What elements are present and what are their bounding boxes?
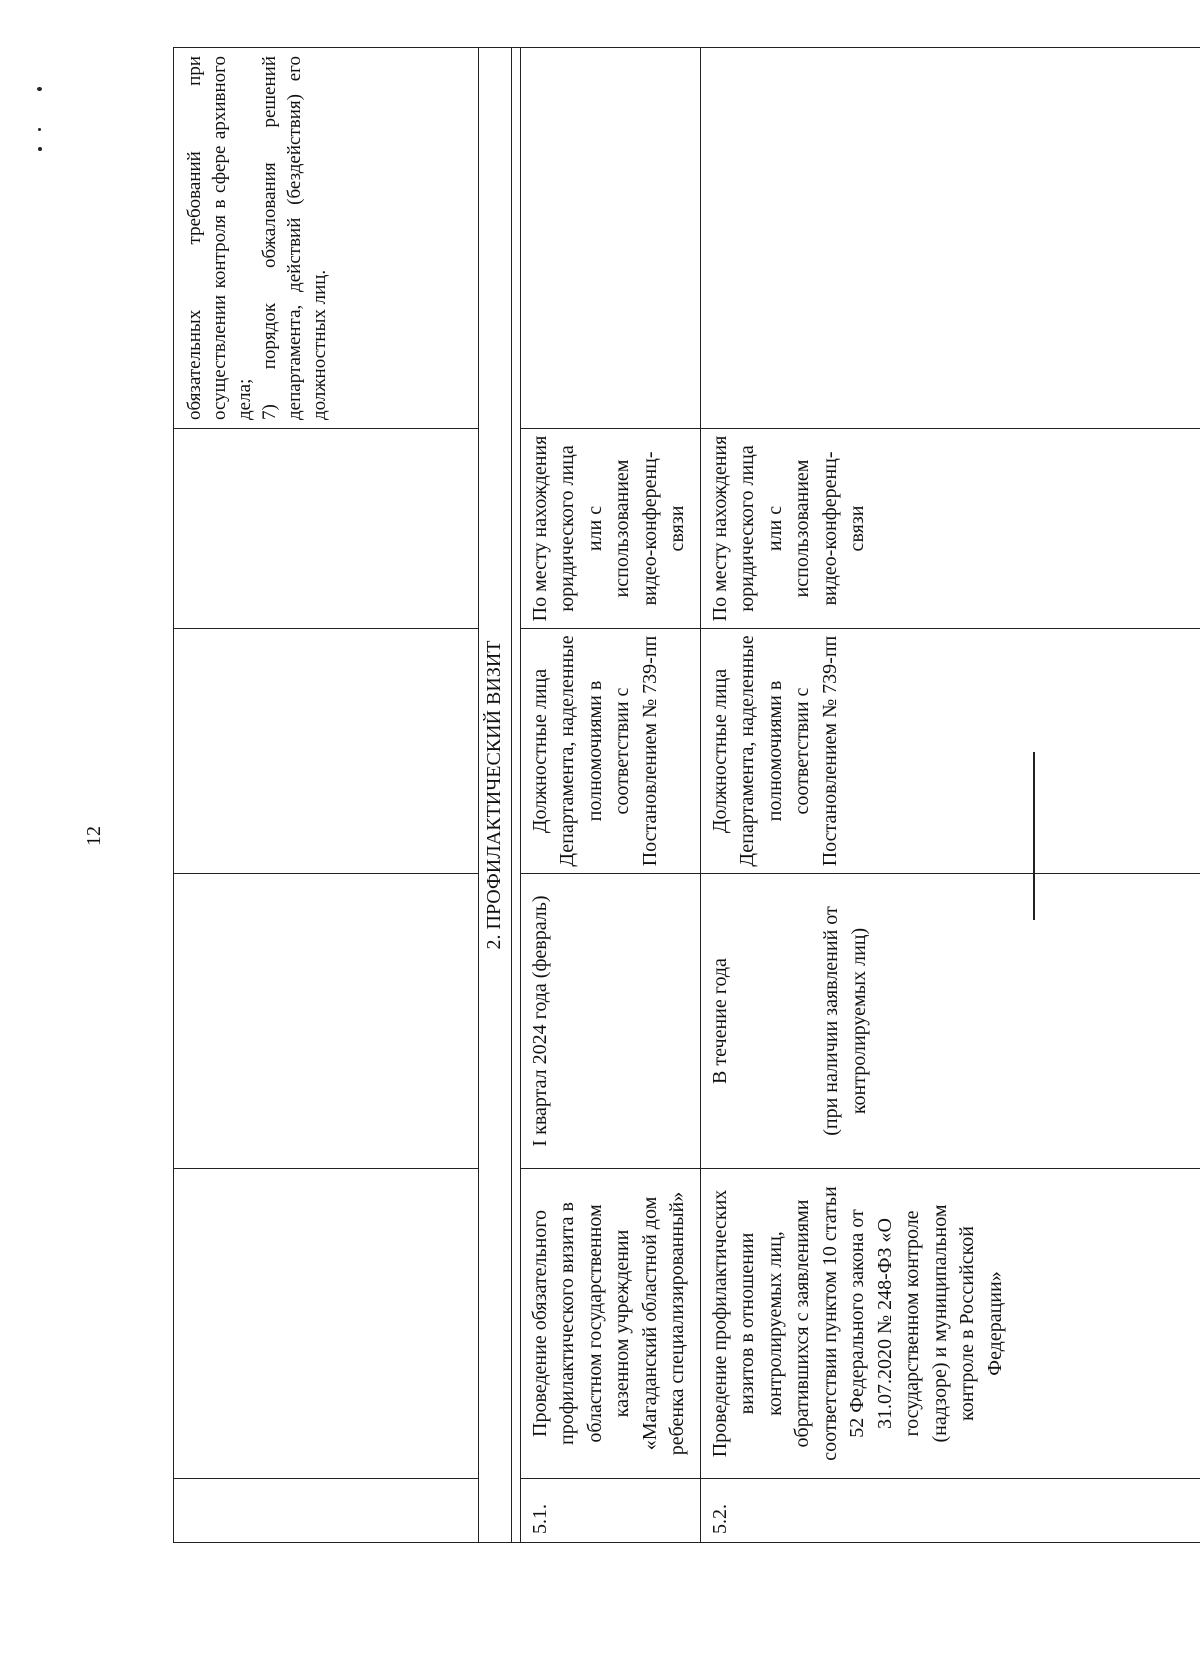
spacer-cell [511, 48, 520, 1543]
table-row [520, 48, 700, 1543]
empty-cell [700, 48, 1200, 429]
term-gap [734, 880, 818, 1162]
row-number: 5.1. [520, 1479, 700, 1543]
scan-mark [37, 87, 42, 91]
document-table [173, 48, 1200, 1543]
method-cell [174, 429, 479, 629]
table-row [700, 48, 1200, 1543]
measure-cell [174, 1169, 479, 1479]
number-cell [174, 1479, 479, 1543]
requirements-text: обязательных требований при осуществлении контроля в сфере архивного дела; [184, 56, 255, 420]
empty-cell [520, 48, 700, 429]
section-title: 2. ПРОФИЛАКТИЧЕСКИЙ ВИЗИТ [479, 48, 512, 1543]
appeal-procedure-text: 7) порядок обжалования решений департамента, действий (бездействия) его должностных лиц. [259, 56, 330, 420]
term-text: В течение года [708, 958, 731, 1084]
responsible-cell [174, 629, 479, 874]
scan-mark [38, 147, 42, 151]
measure-text: Проведение профилактических визитов в отношении контролируемых лиц, обратившихся с заявлениями соответствии пунктом 10 статьи 52 Федерального закона от 31.07.2020 № 248-ФЗ «О государственном контроле (надзоре) и муниципальном контроле в Российской Федерации» [700, 1169, 1200, 1479]
table-row [174, 48, 479, 1543]
responsible-text: Должностные лица Департамента, наделенные полномочиями в соответствии с Постановлением № 739-пп [520, 629, 700, 874]
prevention-plan-table [173, 47, 1200, 1543]
page-number: 12 [83, 826, 105, 846]
term-note: (при наличии заявлений от контролируемых лиц) [820, 906, 870, 1136]
term-cell [700, 874, 1200, 1169]
row-number: 5.2. [700, 1479, 1200, 1543]
rotated-table-frame [173, 48, 1200, 1543]
section-header-row [479, 48, 512, 1543]
responsible-text: Должностные лица Департамента, наделенные полномочиями в соответствии с Постановлением № 739-пп [700, 629, 1200, 874]
term-cell [174, 874, 479, 1169]
requirements-cell [174, 48, 479, 429]
measure-text: Проведение обязательного профилактического визита в областном государственном казенном учреждении «Магаданский областной дом ребенка специализированный» [520, 1169, 700, 1479]
method-text: По месту нахождения юридического лица или с использованием видео-конференц-связи [700, 429, 1200, 629]
method-text: По месту нахождения юридического лица или с использованием видео-конференц-связи [520, 429, 700, 629]
term-text: I квартал 2024 года (февраль) [520, 874, 700, 1169]
spacer-row [511, 48, 520, 1543]
scan-mark [38, 128, 41, 131]
